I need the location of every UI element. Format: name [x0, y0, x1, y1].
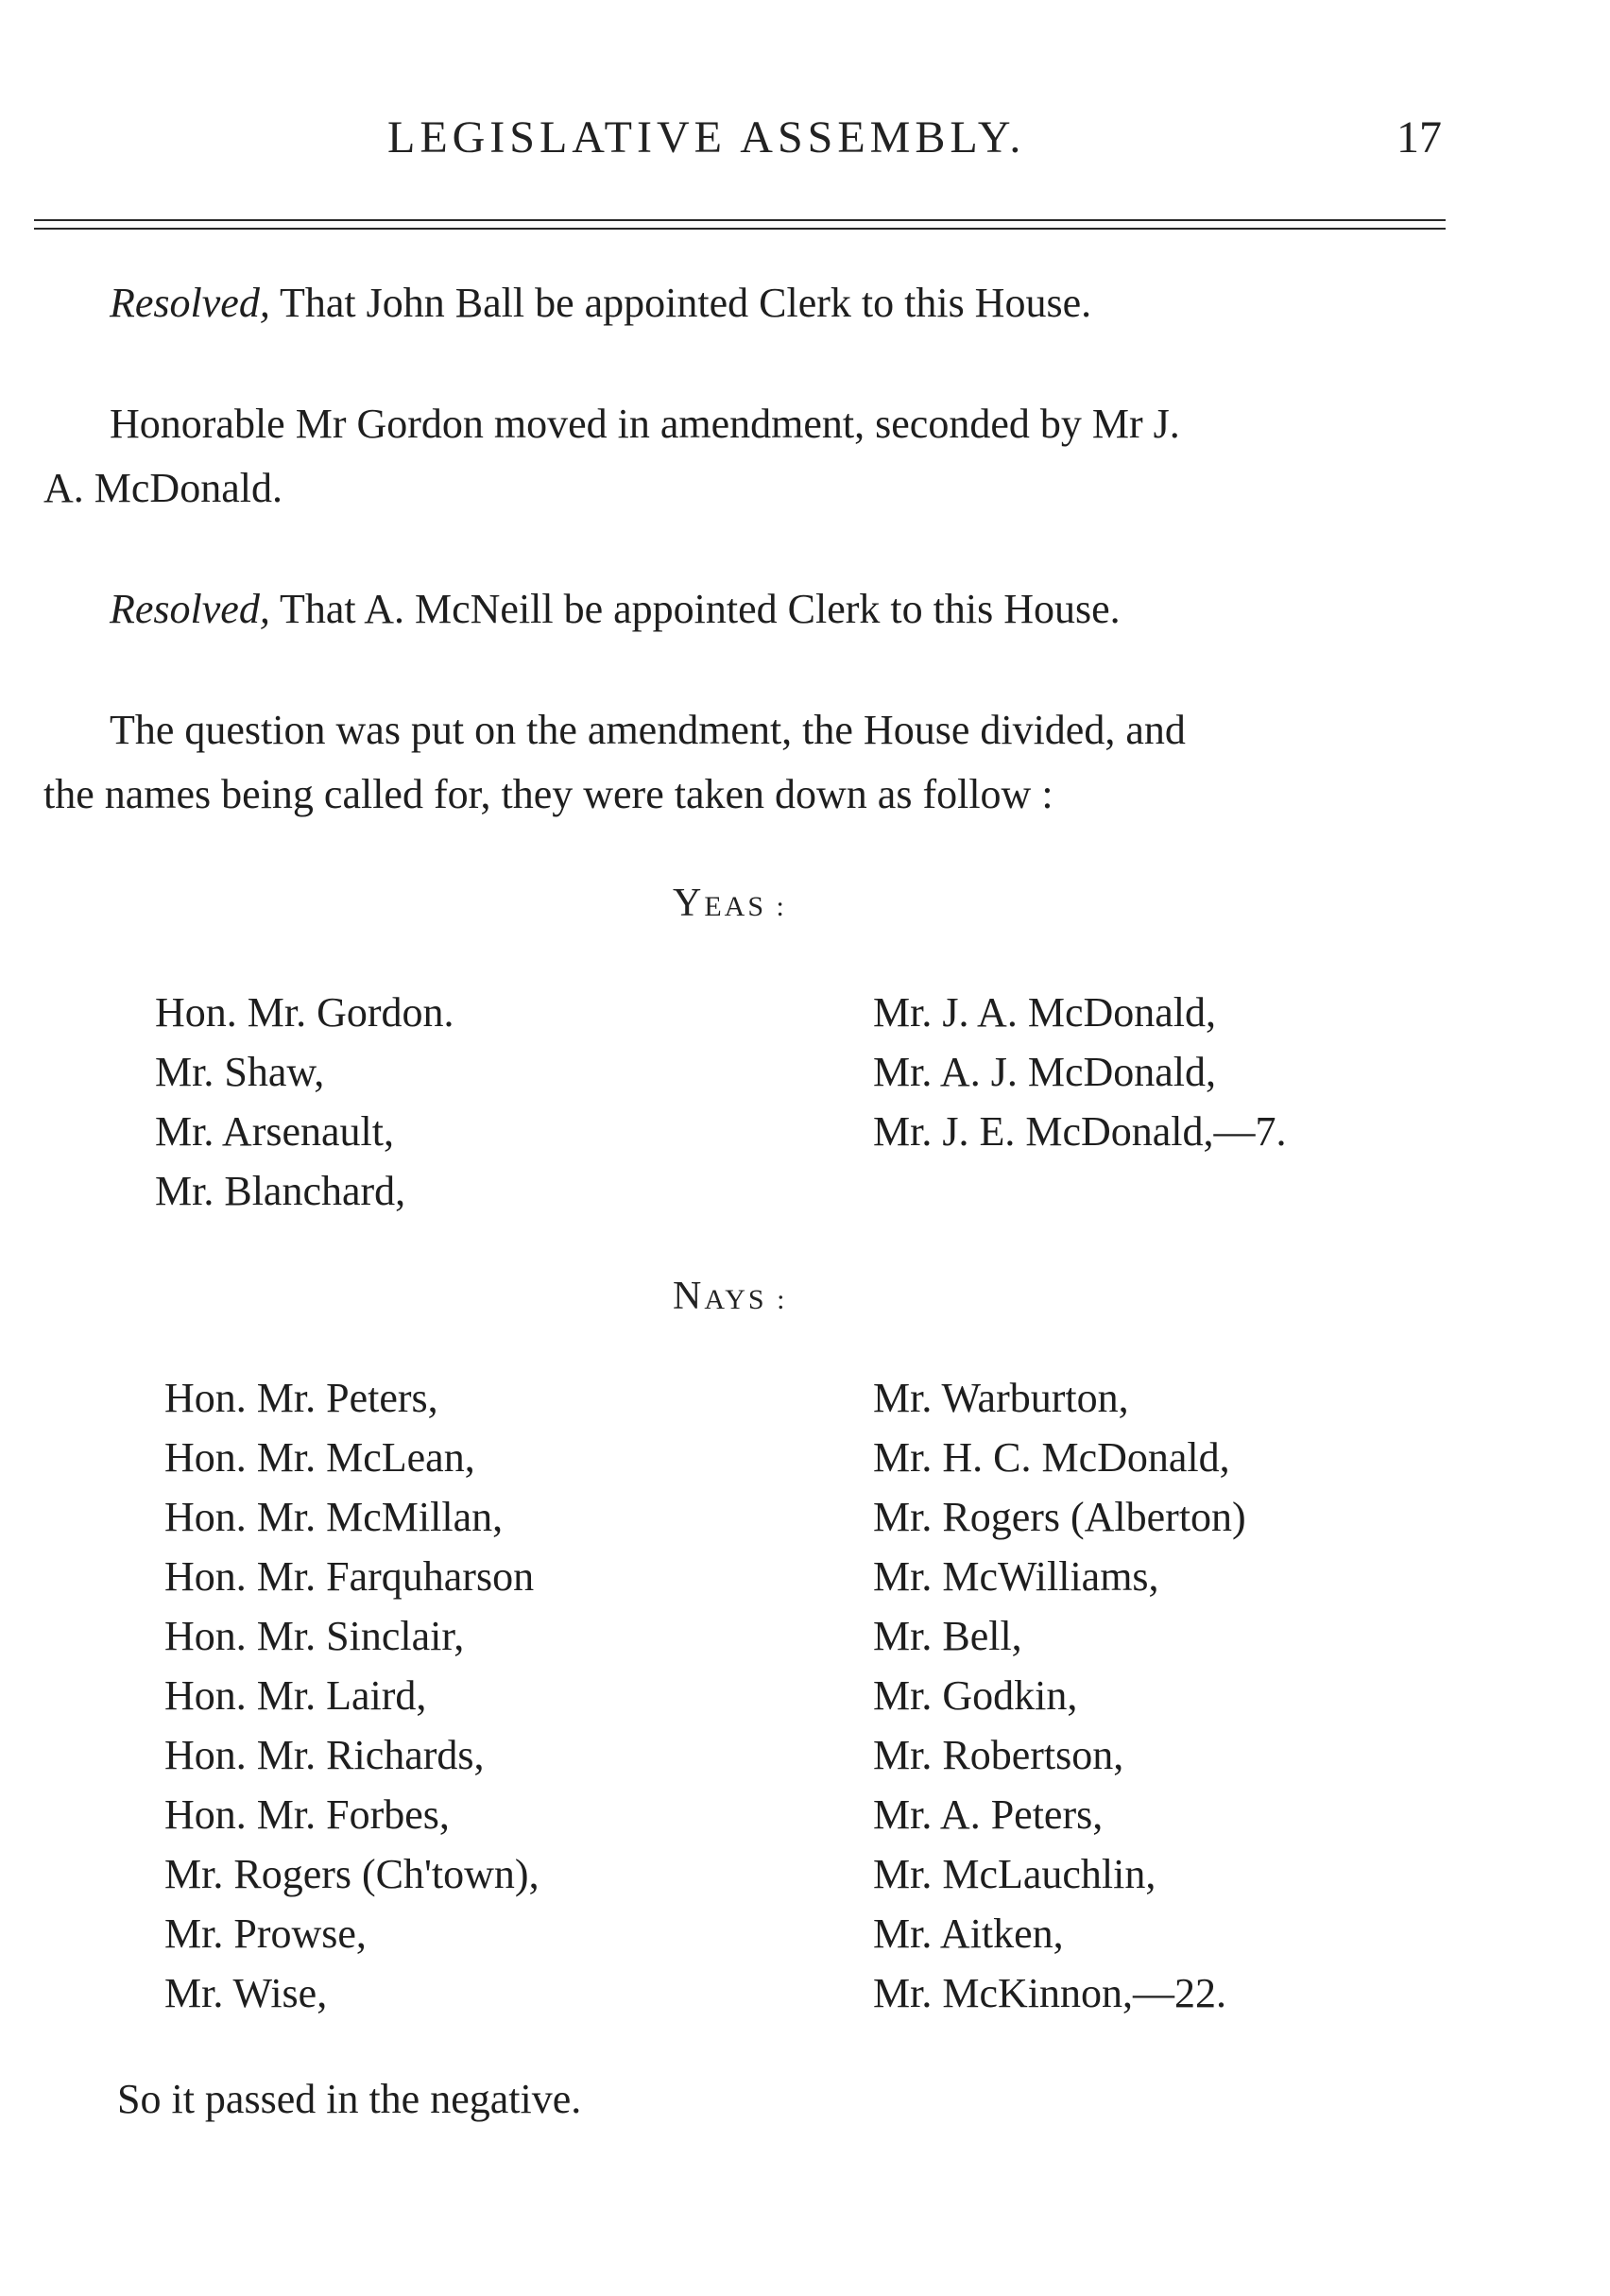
list-item: Mr. Bell,	[873, 1613, 1022, 1659]
list-item: Mr. Aitken,	[873, 1910, 1064, 1957]
resolution-text: That A. McNeill be appointed Clerk to this House.	[269, 586, 1121, 632]
list-item: Mr. A. Peters,	[873, 1791, 1104, 1838]
list-item: Mr. McKinnon,—22.	[873, 1970, 1226, 2016]
list-item: Mr. J. E. McDonald,—7.	[873, 1108, 1287, 1155]
list-item: Hon. Mr. Peters,	[164, 1375, 438, 1421]
yeas-heading	[673, 881, 787, 926]
amendment-motion-line-2: A. McDonald.	[43, 465, 283, 511]
yeas-list-left	[155, 983, 454, 1221]
division-text-line-1: The question was put on the amendment, the House divided, and	[110, 707, 1186, 753]
yeas-heading-initial: Y	[673, 882, 705, 925]
list-item: Hon. Mr. Forbes,	[164, 1791, 450, 1838]
list-item: Mr. Blanchard,	[155, 1168, 406, 1214]
list-item: Mr. McLauchlin,	[873, 1851, 1156, 1897]
list-item: Mr. Godkin,	[873, 1672, 1078, 1719]
list-item: Mr. Wise,	[164, 1970, 328, 2016]
page-number: 17	[1396, 112, 1442, 163]
list-item: Mr. McWilliams,	[873, 1553, 1159, 1600]
list-item: Hon. Mr. Richards,	[164, 1732, 485, 1778]
nays-list-left	[164, 1368, 540, 2023]
list-item: Hon. Mr. McLean,	[164, 1434, 475, 1481]
nays-heading	[673, 1274, 787, 1319]
running-head: LEGISLATIVE ASSEMBLY.	[387, 112, 1026, 163]
resolution-ball	[110, 272, 1091, 334]
division-text-line-2: the names being called for, they were taken down as follow :	[43, 771, 1053, 817]
list-item: Mr. Prowse,	[164, 1910, 367, 1957]
list-item: Mr. H. C. McDonald,	[873, 1434, 1230, 1481]
list-item: Mr. A. J. McDonald,	[873, 1049, 1216, 1095]
amendment-motion-line-1: Honorable Mr Gordon moved in amendment, seconded by Mr J.	[110, 401, 1180, 447]
resolution-mcneill	[110, 578, 1121, 641]
closing-statement: So it passed in the negative.	[117, 2076, 582, 2122]
yeas-heading-rest: EAS :	[704, 891, 787, 922]
nays-heading-initial: N	[673, 1275, 705, 1318]
list-item: Mr. Warburton,	[873, 1375, 1129, 1421]
list-item: Mr. Arsenault,	[155, 1108, 394, 1155]
list-item: Hon. Mr. McMillan,	[164, 1494, 504, 1540]
list-item: Mr. J. A. McDonald,	[873, 989, 1216, 1036]
list-item: Mr. Shaw,	[155, 1049, 325, 1095]
yeas-list-right	[873, 983, 1287, 1161]
list-item: Hon. Mr. Laird,	[164, 1672, 427, 1719]
nays-heading-rest: AYS :	[704, 1284, 788, 1315]
list-item: Hon. Mr. Gordon.	[155, 989, 454, 1036]
resolved-lead: Resolved,	[110, 586, 270, 632]
resolution-text: That John Ball be appointed Clerk to this House.	[269, 280, 1092, 326]
header-rule-bottom	[34, 228, 1446, 230]
list-item: Hon. Mr. Farquharson	[164, 1553, 535, 1600]
list-item: Mr. Rogers (Ch'town),	[164, 1851, 540, 1897]
list-item: Mr. Rogers (Alberton)	[873, 1494, 1246, 1540]
list-item: Mr. Robertson,	[873, 1732, 1124, 1778]
nays-list-right	[873, 1368, 1246, 2023]
header-rule-top	[34, 219, 1446, 221]
resolved-lead: Resolved,	[110, 280, 270, 326]
list-item: Hon. Mr. Sinclair,	[164, 1613, 465, 1659]
